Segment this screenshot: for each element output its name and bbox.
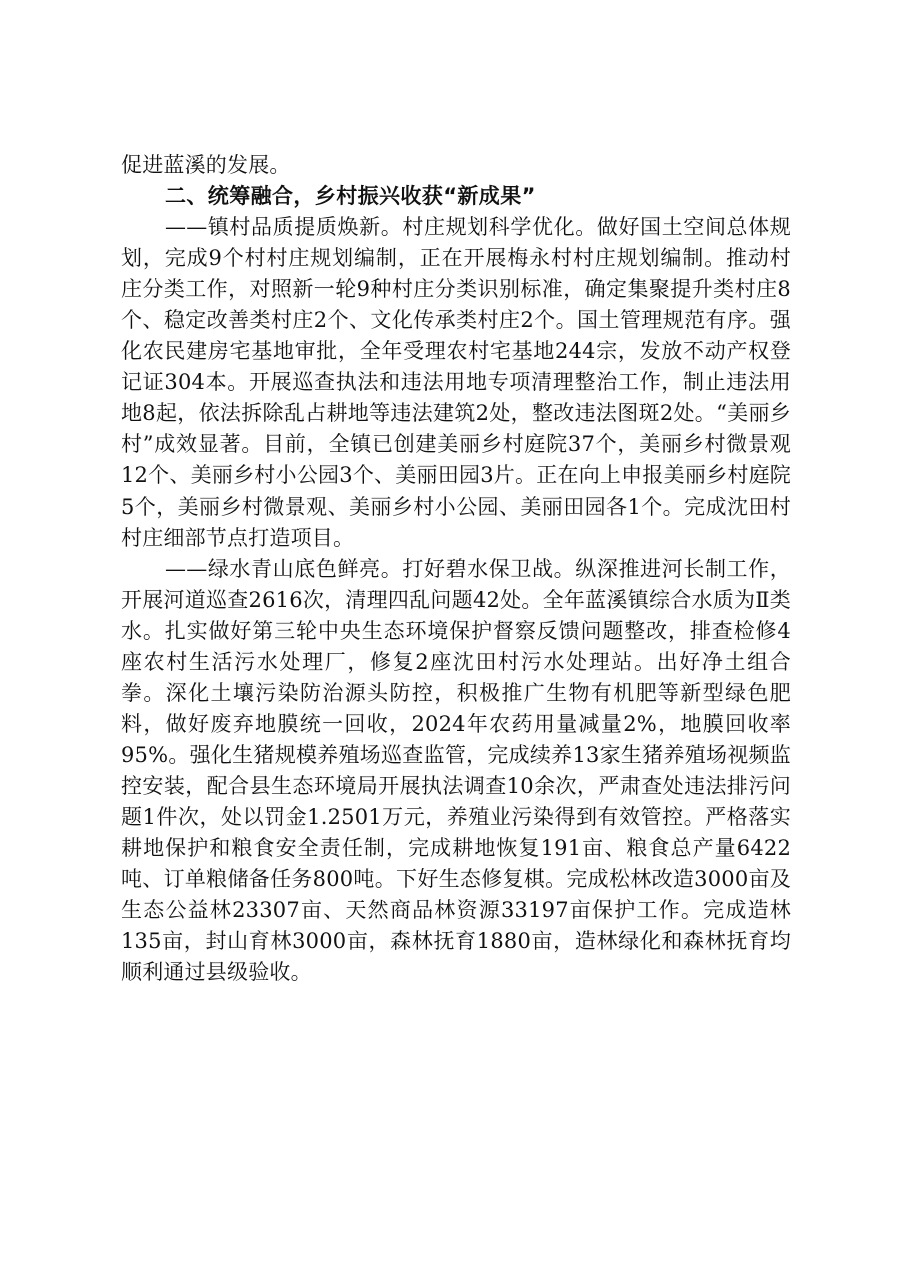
document-body [121, 150, 791, 988]
section-heading: 二、统筹融合，乡村振兴收获“新成果” [165, 184, 536, 209]
paragraph-green-mountains-water: ——绿水青山底色鲜亮。打好碧水保卫战。纵深推进河长制工作，开展河道巡查2616次，清理四乱问题42处。全年蓝溪镇综合水质为Ⅱ类水。扎实做好第三轮中央生态环境保护督察反馈问题整改，排查检修4座农村生活污水处理厂，修复2座沈田村污水处理站。出好净土组合拳。深化土壤污染防治源头防控，积极推广生物有机肥等新型绿色肥料，做好废弃地膜统一回收，2024年农药用量减量2%，地膜回收率95%。强化生猪规模养殖场巡查监管，完成续养13家生猪养殖场视频监控安装，配合县生态环境局开展执法调查10余次，严肃查处违法排污问题1件次，处以罚金1.2501万元，养殖业污染得到有效管控。严格落实耕地保护和粮食安全责任制，完成耕地恢复191亩、粮食总产量6422吨、订单粮储备任务800吨。下好生态修复棋。完成松林改造3000亩及生态公益林23307亩、天然商品林资源33197亩保护工作。完成造林135亩，封山育林3000亩，森林抚育1880亩，造林绿化和森林抚育均顺利通过县级验收。 [121, 556, 791, 985]
paragraph-town-village-quality: ——镇村品质提质焕新。村庄规划科学优化。做好国土空间总体规划，完成9个村村庄规划编制，正在开展梅永村村庄规划编制。推动村庄分类工作，对照新一轮9种村庄分类识别标准，确定集聚提升类村庄8个、稳定改善类村庄2个、文化传承类村庄2个。国土管理规范有序。强化农民建房宅基地审批，全年受理农村宅基地244宗，发放不动产权登记证304本。开展巡查执法和违法用地专项清理整治工作，制止违法用地8起，依法拆除乱占耕地等违法建筑2处，整改违法图斑2处。“美丽乡村”成效显著。目前，全镇已创建美丽乡村庭院37个，美丽乡村微景观12个、美丽乡村小公园3个、美丽田园3片。正在向上申报美丽乡村庭院5个，美丽乡村微景观、美丽乡村小公园、美丽田园各1个。完成沈田村村庄细部节点打造项目。 [121, 215, 791, 550]
paragraph-continuation: 促进蓝溪的发展。 [121, 153, 291, 177]
